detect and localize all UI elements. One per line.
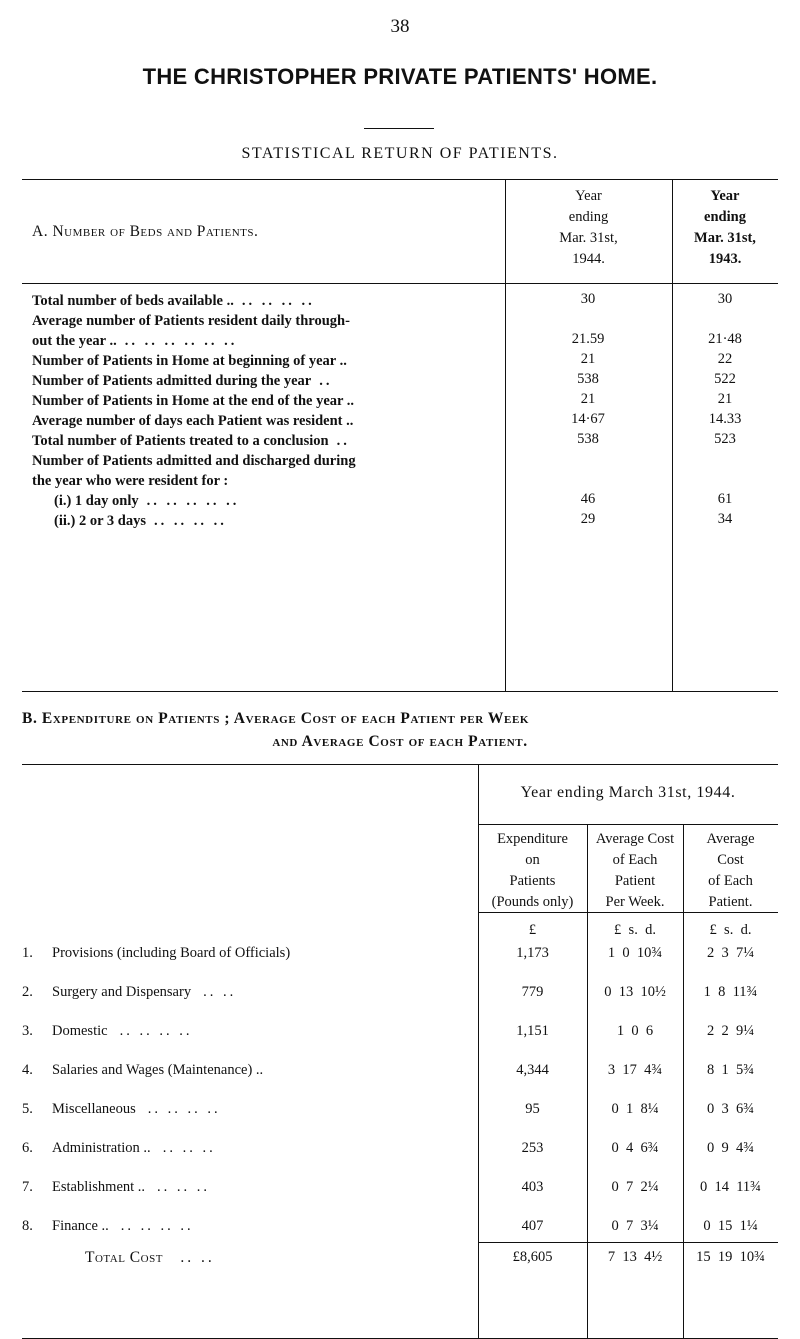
- total-expenditure: £8,605: [512, 1249, 553, 1265]
- table-a-row-label: Average number of Patients resident daily through-: [32, 313, 350, 329]
- table-b-row-number: 7.: [22, 1179, 33, 1195]
- table-a-row-label: Total number of beds available .. .. .. .. ..: [32, 293, 315, 309]
- col-expenditure-header: Expenditure on Patients (Pounds only): [491, 831, 574, 910]
- subtitle: STATISTICAL RETURN OF PATIENTS.: [241, 145, 559, 162]
- table-a-row-label: Number of Patients in Home at the end of the year ..: [32, 393, 355, 409]
- table-b-avg-cost: 1 8 11¾: [703, 984, 758, 1000]
- table-a-value-1943: 30: [717, 291, 733, 307]
- col-weekly-cost-header: Average Cost of Each Patient Per Week.: [595, 831, 675, 910]
- unit-lsd-avg: £ s. d.: [709, 922, 752, 938]
- table-b-weekly-cost: 0 7 3¼: [611, 1218, 659, 1234]
- table-a-value-1944: 21: [580, 351, 596, 367]
- table-a-value-1943: 21: [717, 391, 733, 407]
- table-b-row-label: Surgery and Dispensary .. ..: [52, 984, 237, 1000]
- table-b-row-label: Establishment .. .. .. ..: [52, 1179, 211, 1195]
- table-b-row-number: 8.: [22, 1218, 33, 1234]
- table-a-value-1943: 22: [717, 351, 733, 367]
- table-b-expenditure: 1,151: [516, 1023, 549, 1039]
- table-b-row-number: 3.: [22, 1023, 33, 1039]
- table-b-weekly-cost: 3 17 4¾: [607, 1062, 663, 1078]
- col-1944-header: Year ending Mar. 31st, 1944.: [559, 188, 618, 267]
- table-b-expenditure: 407: [521, 1218, 544, 1234]
- table-b-expenditure: 779: [521, 984, 544, 1000]
- table-b-avg-cost: 8 1 5¾: [706, 1062, 755, 1078]
- table-b-avg-cost: 0 9 4¾: [706, 1140, 755, 1156]
- table-a-value-1943: 61: [717, 491, 733, 507]
- total-avg-cost: 15 19 10¾: [696, 1249, 765, 1265]
- table-b-row-label: Domestic .. .. .. ..: [52, 1023, 193, 1039]
- total-weekly-cost: 7 13 4½: [607, 1249, 663, 1265]
- table-b-expenditure: 95: [525, 1101, 540, 1117]
- table-a-row-label: Total number of Patients treated to a conclusion ..: [32, 433, 350, 449]
- table-b-expenditure: 4,344: [516, 1062, 549, 1078]
- table-b-avg-cost: 0 14 11¾: [699, 1179, 762, 1195]
- table-b-row-label: Miscellaneous .. .. .. ..: [52, 1101, 221, 1117]
- table-b-avg-cost: 2 2 9¼: [706, 1023, 755, 1039]
- table-a-value-1943: 14.33: [708, 411, 742, 427]
- table-a-value-1944: 30: [580, 291, 596, 307]
- table-a-row-label: out the year .. .. .. .. .. .. ..: [32, 333, 238, 349]
- table-a-value-1943: 523: [714, 431, 736, 447]
- section-b-heading-line2: and Average Cost of each Patient.: [272, 733, 528, 750]
- table-b-row-label: Provisions (including Board of Officials): [52, 945, 291, 961]
- table-b-weekly-cost: 0 13 10½: [604, 984, 666, 1000]
- table-a-row-label: (i.) 1 day only .. .. .. .. ..: [54, 493, 240, 509]
- table-a-value-1944: 14·67: [571, 411, 605, 427]
- table-b-weekly-cost: 0 4 6¾: [611, 1140, 659, 1156]
- section-a-heading: A. Number of Beds and Patients.: [32, 223, 259, 240]
- table-a-value-1944: 538: [577, 431, 599, 447]
- table-a-value-1943: 34: [717, 511, 733, 527]
- table-b-avg-cost: 0 3 6¾: [706, 1101, 755, 1117]
- year-heading: Year ending March 31st, 1944.: [520, 784, 736, 801]
- table-a-value-1943: 21·48: [708, 331, 742, 347]
- total-label: Total Cost .. ..: [85, 1249, 215, 1266]
- table-a-bottom-rule: [22, 691, 778, 692]
- table-a-value-1943: 522: [714, 371, 736, 387]
- unit-lsd-week: £ s. d.: [614, 922, 656, 938]
- unit-pounds: £: [528, 922, 537, 938]
- table-b-avg-cost: 2 3 7¼: [706, 945, 755, 961]
- table-b-weekly-cost: 0 1 8¼: [611, 1101, 659, 1117]
- table-b-row-label: Salaries and Wages (Maintenance) ..: [52, 1062, 264, 1078]
- table-a-value-1944: 538: [577, 371, 599, 387]
- table-a-row-label: (ii.) 2 or 3 days .. .. .. ..: [54, 513, 227, 529]
- table-b-row-number: 1.: [22, 945, 33, 961]
- table-a-row-label: the year who were resident for :: [32, 473, 229, 489]
- table-a-value-1944: 29: [580, 511, 596, 527]
- table-a-value-1944: 21: [580, 391, 596, 407]
- table-a-top-rule: [22, 179, 778, 180]
- table-b-row-number: 4.: [22, 1062, 33, 1078]
- table-b-subtotal-rule: [478, 1242, 778, 1243]
- table-b-row-number: 5.: [22, 1101, 33, 1117]
- table-b-top-rule: [22, 764, 778, 765]
- table-a-row-label: Average number of days each Patient was resident ..: [32, 413, 354, 429]
- table-b-row-label: Finance .. .. .. .. ..: [52, 1218, 194, 1234]
- table-a-value-1944: 46: [580, 491, 596, 507]
- table-b-row-label: Administration .. .. .. ..: [52, 1140, 216, 1156]
- title-divider: [364, 128, 434, 129]
- table-b-expenditure: 1,173: [516, 945, 549, 961]
- table-a-value-1944: 21.59: [571, 331, 605, 347]
- table-b-weekly-cost: 1 0 10¾: [607, 945, 663, 961]
- table-b-expenditure: 253: [521, 1140, 544, 1156]
- table-b-row-number: 6.: [22, 1140, 33, 1156]
- col-1943-header: Year ending Mar. 31st, 1943.: [694, 188, 756, 267]
- table-a-row-label: Number of Patients admitted and discharged during: [32, 453, 356, 469]
- page-title: THE CHRISTOPHER PRIVATE PATIENTS' HOME.: [142, 64, 658, 89]
- table-b-avg-cost: 0 15 1¼: [703, 1218, 758, 1234]
- table-a-header-rule: [22, 283, 778, 284]
- table-b-expenditure: 403: [521, 1179, 544, 1195]
- col-avg-cost-header: Average Cost of Each Patient.: [706, 831, 755, 910]
- table-b-weekly-cost: 1 0 6: [616, 1023, 654, 1039]
- table-b-weekly-cost: 0 7 2¼: [611, 1179, 659, 1195]
- page-number: 38: [390, 16, 410, 37]
- table-a-row-label: Number of Patients in Home at beginning of year ..: [32, 353, 347, 369]
- table-a-row-label: Number of Patients admitted during the year ..: [32, 373, 333, 389]
- table-b-year-rule: [478, 824, 778, 825]
- table-b-row-number: 2.: [22, 984, 33, 1000]
- section-b-heading-line1: B. Expenditure on Patients ; Average Cost of each Patient per Week: [22, 710, 530, 727]
